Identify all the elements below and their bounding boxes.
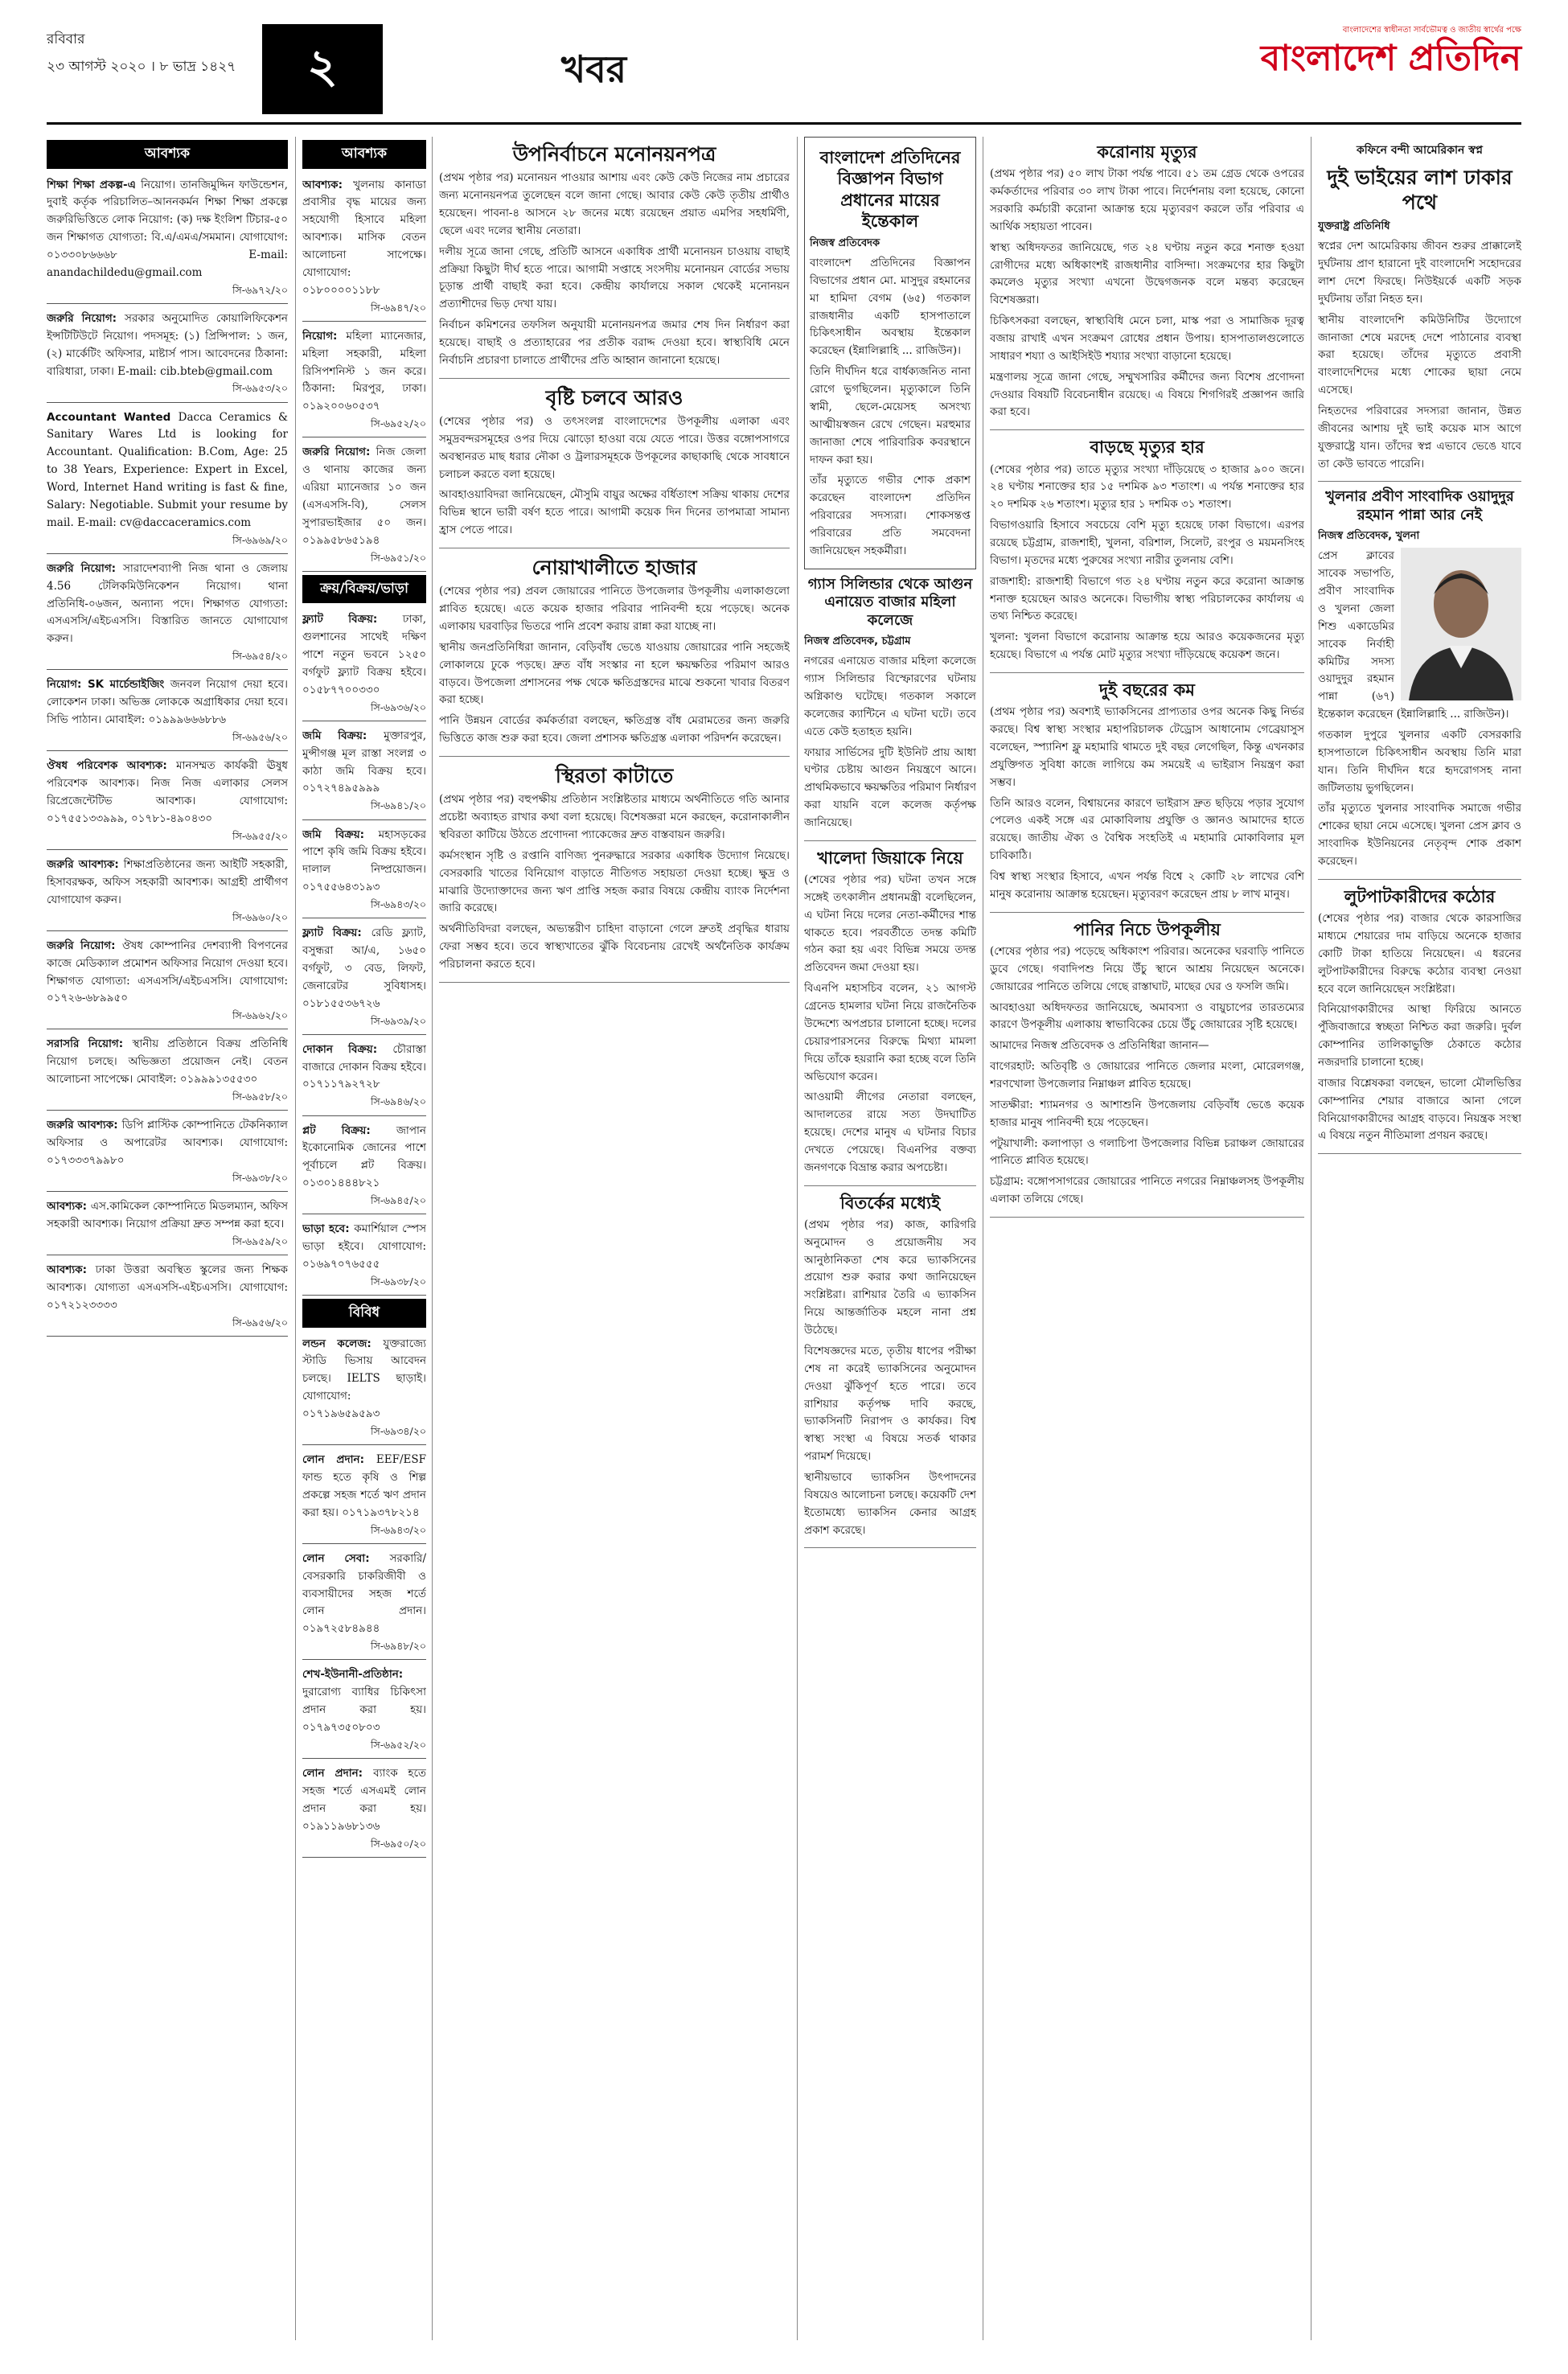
classified-ad — [302, 1119, 426, 1215]
story-paragraph: মন্ত্রণালয় সূত্রে জানা গেছে, সম্মুখসারির কর্মীদের জন্য বিশেষ প্রণোদনা দেওয়ার বিষয়টি বিবেচনাধীন রয়েছে। এ বিষয়ে শিগগিরই প্রজ্ঞাপন জারি করা হবে। — [990, 370, 1304, 419]
story-debate — [804, 1193, 976, 1549]
section-title: খবর — [561, 47, 627, 91]
story-two-years — [990, 680, 1304, 913]
story-body — [990, 704, 1304, 903]
story-khaleda — [804, 848, 976, 1186]
story-paragraph: (প্রথম পৃষ্ঠার পর) ৫০ লাখ টাকা পর্যন্ত পাবে। ৫১ তম গ্রেড থেকে ওপরের কর্মকর্তাদের পরিবার ৩০ লাখ টাকা পাবে। নির্দেশনায় বলা হয়েছে, কোনো সরকারি কর্মচারী করোনা আক্রান্ত হয়ে মৃত্যুবরণ করলে তাঁর পরিবার এ আর্থিক সহায়তা পাবেন। — [990, 167, 1304, 233]
ad-title: জরুরি আবশ্যক: — [47, 857, 124, 871]
story-paragraph: বিশ্ব স্বাস্থ্য সংস্থার হিসাবে, এখন পর্যন্ত বিশ্বে ২ কোটি ২৮ লাখের বেশি মানুষ করোনায় আক্রান্ত হয়েছেন। মৃত্যুবরণ করেছেন প্রায় ৮ লাখ মানুষ। — [990, 869, 1304, 901]
story-body — [804, 872, 976, 1177]
story-paragraph: সাতক্ষীরা: শ্যামনগর ও আশাশুনি উপজেলায় বেড়িবাঁধ ভেঙে কয়েক হাজার মানুষ পানিবন্দী হয়ে পড়েছেন। — [990, 1098, 1304, 1129]
story-paragraph: আওয়ামী লীগের নেতারা বলছেন, আদালতের রায়ে সত্য উদঘাটিত হয়েছে। দেশের মানুষ এ ঘটনার বিচার দেখতে পেয়েছে। বিএনপির বক্তব্য জনগণকে বিভ্রান্ত করার অপচেষ্টা। — [804, 1090, 976, 1174]
classified-ad — [302, 174, 426, 322]
ad-text: নিয়োগ। তানজিমুদ্দিন ফাউন্ডেশন, দুবাই কর্তৃক পরিচালিত–আননকর্মন শিক্ষা শিক্ষা প্রকল্পে জরুরিভিত্তিতে লোক নিয়োগ: (ক) দক্ষ ইংলিশ টিচার-৫০ জন শিক্ষাগত যোগ্যতা: বি.এ/এমএ/সমমান। যোগাযোগ: ০১৩৩০৮৬৬৬৮ E-mail: anandachildedu@gmail.com — [47, 178, 288, 279]
classified-ad — [302, 1038, 426, 1116]
story-body — [439, 170, 790, 369]
ad-title: আবশ্যক: — [47, 1200, 91, 1214]
classified-heading: আবশ্যক — [302, 140, 426, 169]
story-body — [990, 943, 1304, 1209]
classified-ad — [47, 934, 288, 1030]
headline: দুই বছরের কম — [1099, 680, 1195, 700]
ad-code: সি-৬৯৭২/২০ — [232, 283, 288, 296]
ad-title: প্লট বিক্রয়: — [302, 1123, 396, 1137]
story-paragraph: কর্মসংস্থান সৃষ্টি ও রপ্তানি বাণিজ্য পুনরুদ্ধারে সরকার একাধিক উদ্যোগ নিয়েছে। বেসরকারি খাতের বিনিয়োগ বাড়াতে নীতিগত সহায়তা দেওয়া হচ্ছে। ক্ষুদ্র ও মাঝারি উদ্যোক্তাদের জন্য ঋণ প্রাপ্তি সহজ করার বিষয়ে কেন্দ্রীয় ব্যাংক নির্দেশনা জারি করেছে। — [439, 848, 790, 915]
story-gas-fire — [804, 576, 976, 841]
story-body — [1318, 238, 1521, 473]
story-paragraph: পটুয়াখালী: কলাপাড়া ও গলাচিপা উপজেলার বিভিন্ন চরাঞ্চল জোয়ারের পানিতে প্লাবিত হয়েছে। — [990, 1136, 1304, 1168]
ad-title: ভাড়া হবে: — [302, 1222, 355, 1236]
ad-text: সারাদেশব্যাপী নিজ থানা ও জেলায় 4.56 টেলিকমিউনিকেশন নিয়োগ। থানা প্রতিনিধি-০৬জন, অন্যান্য পদে। শিক্ষাগত যোগ্যতা: এসএসসি/এইচএসসি। বিস্তারিত জানতে যোগাযোগ করুন। — [47, 561, 288, 646]
classified-ad — [302, 608, 426, 721]
classified-ad — [302, 325, 426, 438]
ad-title: লন্ডন কলেজ: — [302, 1337, 384, 1350]
ad-code: সি-৬৯৫৪/২০ — [232, 650, 288, 663]
story-rain — [439, 385, 790, 548]
headline: স্থিরতা কাটাতে — [555, 763, 674, 787]
ad-title: আবশ্যক: — [302, 178, 354, 191]
story-paragraph: (শেষের পৃষ্ঠার পর) পড়েছে অধিকাংশ পরিবার। অনেকের ঘরবাড়ি পানিতে ডুবে গেছে। গবাদিপশু নিয়ে উঁচু স্থানে আশ্রয় নিয়েছেন অনেকে। জোয়ারের পানিতে তলিয়ে গেছে রাস্তাঘাট, মাছের ঘের ও ফসলি জমি। — [990, 944, 1304, 993]
classified-ad — [47, 1114, 288, 1192]
classified-ad — [47, 754, 288, 850]
story-paragraph: আমাদের নিজস্ব প্রতিবেদক ও প্রতিনিধিরা জানান— — [990, 1039, 1209, 1053]
ad-code: সি-৬৯৬৯/২০ — [232, 533, 288, 546]
ad-title: জরুরি আবশ্যক: — [47, 1119, 122, 1132]
classified-ad — [47, 1195, 288, 1255]
classified-heading: আবশ্যক — [47, 140, 288, 169]
story-paragraph: বাজার বিশ্লেষকরা বলছেন, ভালো মৌলভিত্তির কোম্পানির শেয়ার বাজারে আনা গেলে বিনিয়োগকারীদের আগ্রহ বাড়বে। নিয়ন্ত্রক সংস্থা এ বিষয়ে নতুন নীতিমালা প্রণয়ন করছে। — [1318, 1076, 1521, 1143]
classified-list — [47, 174, 288, 1337]
classified-ad — [47, 673, 288, 751]
ad-text: ঢাকা উত্তরা অবস্থিত স্কুলের জন্য শিক্ষক আবশ্যক। যোগ্যতা এসএসসি-এইচএসসি। যোগাযোগ: ০১৭২১২৩৩৩৩ — [47, 1263, 288, 1312]
ad-text: জনবল নিয়োগ দেয়া হবে। লোকেশন ঢাকা। অভিজ্ঞ লোককে অগ্রাধিকার দেয়া হবে। সিভি পাঠান। মোবাইল: ০১৯৯৯৬৬৬৮৮৬ — [47, 678, 288, 727]
brand-tagline: বাংলাদেশের স্বাধীনতা সার্বভৌমত্ব ও জাতীয় স্বার্থের পক্ষে — [1342, 26, 1521, 35]
story-paragraph: (শেষের পৃষ্ঠার পর) বাজার থেকে কারসাজির মাধ্যমে শেয়ারের দাম বাড়িয়ে অনেকে হাজার কোটি টাকা হাতিয়ে নিয়েছেন। এ ধরনের লুটপাটকারীদের বিরুদ্ধে কঠোর ব্যবস্থা নেওয়া হবে বলে জানিয়েছেন সংশ্লিষ্টরা। — [1318, 912, 1521, 996]
story-paragraph: নির্বাচন কমিশনের তফসিল অনুযায়ী মনোনয়নপত্র জমার শেষ দিন নির্ধারণ করা হয়েছে। বাছাই ও প্রত্যাহারের পর প্রতীক বরাদ্দ দেওয়া হবে। স্বাস্থ্যবিধি মেনে নির্বাচনি প্রচারণা চালাতে প্রার্থীদের প্রতি আহ্বান জানানো হয়েছে। — [439, 318, 790, 367]
story-paragraph: (প্রথম পৃষ্ঠার পর) অবশ্যই ভ্যাকসিনের প্রাপ্যতার ওপর অনেক কিছু নির্ভর করছে। বিশ্ব স্বাস্থ্য সংস্থার মহাপরিচালক টেড্রোস আধানোম গেব্রেয়াসুস বলেছেন, স্প্যানিশ ফ্লু মহামারি থামতে দুই বছর লেগেছিল, কিন্তু এখনকার প্রযুক্তিগত সুবিধা কাজে লাগিয়ে কম সময়েই এ ভাইরাস নিয়ন্ত্রণ করা সম্ভব। — [990, 705, 1304, 789]
ad-title: জরুরি নিয়োগ: — [47, 939, 122, 952]
classified-list — [302, 1333, 426, 1858]
ad-code: সি-৬৯৫২/২০ — [370, 417, 426, 430]
classified-ad — [47, 1033, 288, 1111]
story-paragraph: পানি উন্নয়ন বোর্ডের কর্মকর্তারা বলছেন, ক্ষতিগ্রস্ত বাঁধ মেরামতের জন্য জরুরি ভিত্তিতে কাজ শুরু করা হবে। জেলা প্রশাসক ক্ষতিগ্রস্ত এলাকা পরিদর্শন করেছেন। — [439, 714, 790, 745]
story-paragraph: খুলনা: খুলনা বিভাগে করোনায় আক্রান্ত হয়ে আরও কয়েকজনের মৃত্যু হয়েছে। বিভাগে এ পর্যন্ত মোট মৃত্যুর সংখ্যা দাঁড়িয়েছে কয়েকশ জনে। — [990, 630, 1304, 662]
ad-text: মহাসড়কের পাশে কৃষি জমি বিক্রয় হইবে। দালাল নিষ্প্রয়োজন। ০১৭৫৫৬৪৩১৯৩ — [302, 828, 426, 894]
story-paragraph: বাংলাদেশ প্রতিদিনের বিজ্ঞাপন বিভাগের প্রধান মো. মাসুদুর রহমানের মা হামিদা বেগম (৬৫) গতকাল রাজধানীর একটি হাসপাতালে চিকিৎসাধীন অবস্থায় ইন্তেকাল করেছেন (ইন্নালিল্লাহি ... রাজিউন)। — [810, 257, 971, 358]
story-paragraph: (প্রথম পৃষ্ঠার পর) বহুপক্ষীয় প্রতিষ্ঠান সংশ্লিষ্টতার মাধ্যমে অর্থনীতিতে গতি আনার প্রচেষ্টা অব্যাহত রাখার কথা বলা হয়েছে। বিশেষজ্ঞরা মনে করছেন, করোনাকালীন স্থবিরতা কাটিয়ে উঠতে প্রণোদনা প্যাকেজের দ্রুত বাস্তবায়ন জরুরি। — [439, 793, 790, 841]
story-corona-death — [990, 142, 1304, 430]
news-column-c — [990, 137, 1304, 2340]
ad-code: সি-৬৯৫৯/২০ — [232, 1234, 288, 1247]
ad-code: সি-৬৯৪৩/২০ — [370, 1523, 426, 1536]
news-column-d — [1318, 137, 1521, 2340]
story-death-rate — [990, 437, 1304, 673]
news-column-a — [439, 137, 790, 2340]
masthead — [47, 24, 1521, 117]
classifieds-column-1 — [47, 137, 288, 2340]
ad-code: সি-৬৯৫৮/২০ — [232, 1090, 288, 1103]
story-paragraph: তাঁর মৃত্যুতে গভীর শোক প্রকাশ করেছেন বাংলাদেশ প্রতিদিন পরিবারের সদস্যরা। শোকসন্তপ্ত পরিবারের প্রতি সমবেদনা জানিয়েছেন সহকর্মীরা। — [810, 474, 971, 557]
story-paragraph: (প্রথম পৃষ্ঠার পর) মনোনয়ন পাওয়ার আশায় এবং কেউ কেউ নিজের নাম প্রচারের জন্য মনোনয়নপত্র তুলেছেন বলে জানা গেছে। আবার কেউ কেউ তৃতীয় প্রার্থীও হয়েছেন। পাবনা-৪ আসনে ২৮ জনের মধ্যে রয়েছেন প্রয়াত এমপির সহধর্মিণী, ছেলে এবং দলের স্থানীয় নেতারা। — [439, 171, 790, 237]
ad-code: সি-৬৯৩৮/২০ — [232, 1171, 288, 1184]
ad-code: সি-৬৯৬২/২০ — [232, 1009, 288, 1022]
ad-code: সি-৬৯৪৭/২০ — [370, 301, 426, 314]
classified-ad — [302, 922, 426, 1035]
ad-code: সি-৬৯৪৫/২০ — [371, 1194, 426, 1207]
story-body — [439, 413, 790, 540]
classified-ad — [302, 1547, 426, 1661]
story-paragraph: স্থানীয় জনপ্রতিনিধিরা জানান, বেড়িবাঁধ ভেঙে যাওয়ায় জোয়ারের পানি সহজেই লোকালয়ে ঢুকে পড়ছে। দ্রুত বাঁধ সংস্কার না হলে ক্ষয়ক্ষতির পরিমাণ আরও বাড়বে। উপজেলা প্রশাসনের পক্ষ থেকে ক্ষতিগ্রস্তদের মাঝে শুকনো খাবার বিতরণ করা হচ্ছে। — [439, 640, 790, 707]
classified-heading: বিবিধ — [302, 1299, 426, 1328]
ad-text: সরকারি/বেসরকারি চাকরিজীবী ও ব্যবসায়ীদের সহজ শর্তে লোন প্রদান। ০১৯৭২৫৮৪৯৪৪ — [302, 1551, 426, 1636]
classified-ad — [302, 1333, 426, 1446]
story-paragraph: বিনিয়োগকারীদের আস্থা ফিরিয়ে আনতে পুঁজিবাজারে স্বচ্ছতা নিশ্চিত করা জরুরি। দুর্বল কোম্পানির তালিকাভুক্তি ঠেকাতে কঠোর নজরদারি চালানো হচ্ছে। — [1318, 1003, 1521, 1070]
story-paragraph: ফায়ার সার্ভিসের দুটি ইউনিট প্রায় আধা ঘণ্টার চেষ্টায় আগুন নিয়ন্ত্রণে আনে। প্রাথমিকভাবে ক্ষয়ক্ষতির পরিমাণ নির্ধারণ করা যায়নি বলে কলেজ কর্তৃপক্ষ জানিয়েছে। — [804, 745, 976, 829]
issue-date: ২৩ আগস্ট ২০২০ । ৮ ভাদ্র ১৪২৭ — [47, 59, 236, 75]
story-paragraph: (প্রথম পৃষ্ঠার পর) কাজ, কারিগরি অনুমোদন ও প্রয়োজনীয় সব আনুষ্ঠানিকতা শেষ করে ভ্যাকসিনের প্রয়োগ শুরু করার কথা জানিয়েছেন সংশ্লিষ্টরা। রাশিয়ার তৈরি এ ভ্যাকসিন নিয়ে আন্তর্জাতিক মহলে নানা প্রশ্ন উঠেছে। — [804, 1218, 976, 1337]
ad-title: জরুরি নিয়োগ: — [47, 561, 123, 575]
story-paragraph: (শেষের পৃষ্ঠার পর) ও তৎসংলগ্ন বাংলাদেশের উপকূলীয় এলাকা এবং সমুদ্রবন্দরসমূহের ওপর দিয়ে ঝোড়ো হাওয়া বয়ে যেতে পারে। উত্তর বঙ্গোপসাগরে অবস্থানরত মাছ ধরার নৌকা ও ট্রলারসমূহকে উপকূলের কাছাকাছি থেকে সাবধানে চলাচল করতে বলা হয়েছে। — [439, 414, 790, 481]
ad-title: জরুরি নিয়োগ: — [47, 311, 125, 325]
ad-text: EEF/ESF ফান্ড হতে কৃষি ও শিল্প প্রকল্পে সহজ শর্তে ঋণ প্রদান করা হয়। ০১৭১৯৩৭৮২১৪ — [302, 1453, 426, 1519]
story-paragraph: বিশেষজ্ঞদের মতে, তৃতীয় ধাপের পরীক্ষা শেষ না করেই ভ্যাকসিনের অনুমোদন দেওয়া ঝুঁকিপূর্ণ হতে পারে। তবে রাশিয়ার কর্তৃপক্ষ দাবি করছে, ভ্যাকসিনটি নিরাপদ ও কার্যকর। বিশ্ব স্বাস্থ্য সংস্থা এ বিষয়ে সতর্ক থাকার পরামর্শ দিয়েছে। — [804, 1344, 976, 1464]
ad-title: নিয়োগ: — [302, 329, 347, 343]
ad-text: খুলনায় কানাডা প্রবাসীর বৃদ্ধ মায়ের জন্য সহযোগী হিসাবে মহিলা আবশ্যক। মাসিক বেতন আলোচনা সাপেক্ষে। যোগাযোগ: ০১৮০০০০১১৮৮ — [302, 178, 426, 297]
headline: গ্যাস সিলিন্ডার থেকে আগুন এনায়েত বাজার মহিলা কলেজে — [807, 575, 973, 629]
headline: করোনায় মৃত্যুর — [1097, 142, 1197, 162]
story-body — [810, 255, 971, 561]
ad-text: এস.কামিকেল কোম্পানিতে মিডলম্যান, অফিস সহকারী আবশ্যক। নিয়োগ প্রক্রিয়া দ্রুত সম্পন্ন করা হবে। — [47, 1200, 288, 1230]
story-paragraph: দলীয় সূত্রে জানা গেছে, প্রতিটি আসনে একাধিক প্রার্থী মনোনয়ন চাওয়ায় বাছাই প্রক্রিয়া কিছুটা দীর্ঘ হতে পারে। আগামী সপ্তাহে সংসদীয় মনোনয়ন বোর্ডের সভায় চূড়ান্ত প্রার্থী বাছাই করা হবে। কেন্দ্রীয় কার্যালয়ে সকাল থেকেই মনোনয়ন প্রত্যাশীদের ভিড় দেখা যায়। — [439, 244, 790, 311]
story-paragraph: প্রেস ক্লাবের সাবেক সভাপতি, প্রবীণ সাংবাদিক ও খুলনা জেলা শিশু একাডেমির সাবেক নির্বাহী কমিটির সদস্য ওয়াদুদুর রহমান পান্না (৬৭) ইন্তেকাল করেছেন (ইন্নালিল্লাহি ... রাজিউন)। — [1318, 549, 1509, 721]
ad-text: নিজ জেলা ও থানায় কাজের জন্য এরিয়া ম্যানেজার ১০ জন (এসএসসি-বি), সেলস সুপারভাইজার ৫০ জন। ০১৯৯৫৮৬৫১৯৪ — [302, 446, 426, 547]
story-paragraph: তিনি দীর্ঘদিন ধরে বার্ধক্যজনিত নানা রোগে ভুগছিলেন। মৃত্যুকালে তিনি স্বামী, ছেলে-মেয়েসহ অসংখ্য আত্মীয়স্বজন রেখে গেছেন। মরহুমার জানাজা শেষে পারিবারিক কবরস্থানে দাফন করা হয়। — [810, 365, 971, 466]
ad-title: নিয়োগ: SK মার্চেন্ডাইজিং — [47, 678, 170, 692]
byline: নিজস্ব প্রতিবেদক — [810, 237, 880, 249]
classified-ad — [302, 441, 426, 571]
ad-code: সি-৬৯৪৬/২০ — [370, 1095, 426, 1108]
classified-ad — [47, 1259, 288, 1337]
ad-code: সি-৬৯৩৮/২০ — [370, 1275, 426, 1288]
headline: বৃষ্টি চলবে আরও — [545, 385, 683, 409]
story-stability — [439, 763, 790, 983]
ad-text: চৌরাস্তা বাজারে দোকান বিক্রয় হইবে। ০১৭১১৭৯২৭২৮ — [302, 1042, 426, 1091]
story-american — [1318, 142, 1521, 482]
story-paragraph: বাগেরহাট: অতিবৃষ্টি ও জোয়ারের পানিতে জেলার মংলা, মোরেলগঞ্জ, শরণখোলা উপজেলার নিম্নাঞ্চল প্লাবিত হয়েছে। — [990, 1060, 1304, 1090]
ad-code: সি-৬৯৪১/২০ — [371, 799, 426, 812]
story-journalist — [1318, 488, 1521, 880]
ad-text: ডিপি প্লাস্টিক কোম্পানিতে টেকনিক্যাল অফিসার ও অপারেটর আবশ্যক। যোগাযোগ: ০১৭৩৩৩৭৯৯৮০ — [47, 1119, 288, 1168]
page-number: ২ — [262, 24, 383, 114]
story-paragraph: গতকাল দুপুরে খুলনার একটি বেসরকারি হাসপাতালে চিকিৎসাধীন অবস্থায় তিনি মারা যান। তিনি দীর্ঘদিন ধরে হৃদরোগসহ নানা জটিলতায় ভুগছিলেন। — [1318, 729, 1521, 795]
headline: বিতর্কের মধ্যেই — [839, 1193, 941, 1213]
story-body — [1318, 910, 1521, 1145]
classified-ad — [302, 1218, 426, 1296]
headline: নোয়াখালীতে হাজার — [532, 555, 697, 579]
story-paragraph: আবহাওয়াবিদরা জানিয়েছেন, মৌসুমি বায়ুর অক্ষের বর্ধিতাংশ সক্রিয় থাকায় দেশের বিভিন্ন স্থানে ভারী বর্ষণ হতে পারে। আগামী কয়েক দিন দিনের তাপমাত্রা সামান্য হ্রাস পেতে পারে। — [439, 488, 790, 537]
ad-title: লোন প্রদান: — [302, 1453, 376, 1467]
ad-title: লোন প্রদান: — [302, 1767, 374, 1780]
story-paragraph: রাজশাহী: রাজশাহী বিভাগে গত ২৪ ঘণ্টায় নতুন করে করোনা আক্রান্ত শনাক্ত হয়েছেন আরও অনেকে। বিভাগীয় স্বাস্থ্য পরিচালকের কার্যালয় এ তথ্য নিশ্চিত করেছে। — [990, 574, 1304, 623]
column-divider — [295, 137, 296, 2340]
headline: বাড়ছে মৃত্যুর হার — [1090, 437, 1205, 458]
column-divider — [797, 137, 798, 2340]
ad-code: সি-৬৯৫৬/২০ — [232, 1316, 288, 1329]
story-body — [990, 166, 1304, 421]
ad-code: সি-৬৯৪৮/২০ — [371, 1640, 426, 1653]
classified-ad — [302, 725, 426, 820]
classified-ad — [47, 557, 288, 671]
ad-text: যুক্তরাজ্যে স্টাডি ভিসায় আবেদন চলছে। IELTS ছাড়াই। যোগাযোগ: ০১৭১৯৬৫৯৫৯৩ — [302, 1337, 426, 1421]
ad-text: স্থানীয় প্রতিষ্ঠানে বিক্রয় প্রতিনিধি নিয়োগ চলছে। অভিজ্ঞতা প্রয়োজন নেই। বেতন আলোচনা সাপেক্ষে। মোবাইল: ০১৯৯৯১৩৫৫৩০ — [47, 1037, 288, 1086]
classified-ad — [47, 853, 288, 931]
ad-text: শিক্ষাপ্রতিষ্ঠানের জন্য আইটি সহকারী, হিসাবরক্ষক, অফিস সহকারী আবশ্যক। আগ্রহী প্রার্থীগণ যোগাযোগ করুন। — [47, 857, 288, 906]
kicker: কফিনে বন্দী আমেরিকান স্বপ্ন — [1356, 144, 1484, 157]
classified-heading: ক্রয়/বিক্রয়/ভাড়া — [302, 575, 426, 604]
story-body — [804, 653, 976, 832]
ad-code: সি-৬৯৩৪/২০ — [370, 1424, 426, 1437]
ad-text: কমার্শিয়াল স্পেস ভাড়া হইবে। যোগাযোগ: ০১৬৯৭০৭৬৫৫৫ — [302, 1222, 426, 1271]
ad-title: সরাসরি নিয়োগ: — [47, 1037, 133, 1051]
ad-text: সরকার অনুমোদিত কোয়ালিফিকেশন ইন্সটিটিউটে নিয়োগ। পদসমূহ: (১) প্রিন্সিপাল: ১ জন, (২) মার্কেটিং অফিসার, মাষ্টার্স পাস। আবেদনের ঠিকানা: বারিধারা, ঢাকা। E-mail: cib.bteb@gmail.com — [47, 311, 288, 378]
brand — [1256, 24, 1521, 80]
story-paragraph: তিনি আরও বলেন, বিশ্বায়নের কারণে ভাইরাস দ্রুত ছড়িয়ে পড়ার সুযোগ পেলেও একই সঙ্গে এর মোকাবিলায় প্রযুক্তি ও জ্ঞানও আমাদের হাতে রয়েছে। জাতীয় ঐক্য ও বৈশ্বিক সংহতিই এ মহামারি মোকাবিলার মূল চাবিকাঠি। — [990, 796, 1304, 863]
ad-title: দোকান বিক্রয়: — [302, 1042, 393, 1056]
story-ad-chief — [804, 137, 976, 569]
ad-title: Accountant Wanted — [47, 410, 179, 424]
ad-title: জমি বিক্রয়: — [302, 828, 379, 841]
portrait-image — [1401, 548, 1521, 700]
story-paragraph: বিএনপি মহাসচিব বলেন, ২১ আগস্ট গ্রেনেড হামলার ঘটনা নিয়ে রাজনৈতিক উদ্দেশ্যে অপপ্রচার চালানো হচ্ছে। দলের চেয়ারপারসনের বিরুদ্ধে মিথ্যা মামলা দিয়ে তাঁকে হয়রানি করা হচ্ছে বলে তিনি অভিযোগ করেন। — [804, 982, 976, 1083]
ad-text: মহিলা ম্যানেজার, মহিলা সহকারী, মহিলা রিসিপশনিস্ট ১ জন করে। ঠিকানা: মিরপুর, ঢাকা। ০১৯২০০৬০৫৩৭ — [302, 329, 426, 413]
weekday: রবিবার — [47, 31, 85, 47]
ad-text: ঢাকা, গুলশানের সাথেই দক্ষিণ পাশে নতুন ভবনে ১২৫০ বর্গফুট ফ্ল্যাট বিক্রয় হইবে। ০১৫৮৭৭০০৩৩০ — [302, 613, 426, 696]
ad-code: সি-৬৯৫৬/২০ — [232, 731, 288, 744]
classified-ad — [302, 1762, 426, 1858]
ad-title: ফ্ল্যাট বিক্রয়: — [302, 613, 403, 626]
story-coastal — [990, 919, 1304, 1218]
ad-text: দুরারোগ্য ব্যাধির চিকিৎসা প্রদান করা হয়। ০১৭৯৭৩৫০৮০৩ — [302, 1686, 426, 1734]
portrait-photo — [1401, 548, 1521, 700]
story-paragraph: চিকিৎসকরা বলছেন, স্বাস্থ্যবিধি মেনে চলা, মাস্ক পরা ও সামাজিক দূরত্ব বজায় রাখাই এখন সংক্রমণ রোধের প্রধান উপায়। হাসপাতালগুলোতে সাধারণ শয্যা ও আইসিইউ শয্যার সংখ্যা বাড়ানো হয়েছে। — [990, 314, 1304, 363]
news-column-b — [804, 137, 976, 2340]
masthead-rule — [47, 122, 1521, 125]
ad-code: সি-৬৯৪৩/২০ — [370, 897, 426, 910]
headline: পানির নিচে উপকূলীয় — [1073, 919, 1221, 939]
ad-title: লোন সেবা: — [302, 1551, 390, 1565]
classifieds-column-2 — [302, 137, 426, 2340]
story-paragraph: স্বপ্নের দেশ আমেরিকায় জীবন শুরুর প্রাক্কালেই দুর্ঘটনায় প্রাণ হারানো দুই বাংলাদেশি সহোদরের লাশ দেশে ফিরছে। নিউইয়র্কে একটি সড়ক দুর্ঘটনায় তাঁরা নিহত হন। — [1318, 240, 1521, 306]
ad-code: সি-৬৯৬০/২০ — [232, 910, 288, 923]
ad-title: আবশ্যক: — [47, 1263, 96, 1277]
ad-text: ঔষধ কোম্পানির দেশব্যাপী বিপণনের কাজে মেডিক্যাল প্রমোশন অফিসার নিয়োগ দেওয়া হবে। শিক্ষাগত যোগ্যতা: এসএসসি/এইচএসসি। যোগাযোগ: ০১৭২৬-৬৮৯৯৫০ — [47, 939, 288, 1005]
story-paragraph: (শেষের পৃষ্ঠার পর) তাতে মৃত্যুর সংখ্যা দাঁড়িয়েছে ৩ হাজার ৯০০ জনে। ২৪ ঘণ্টায় শনাক্তের হার ১৫ দশমিক ৯৩ শতাংশ। এ পর্যন্ত শনাক্তের হার ২০ দশমিক ২৬ শতাংশ। মৃত্যুর হার ১ দশমিক ৩১ শতাংশ। — [990, 462, 1304, 511]
classified-ad — [302, 824, 426, 919]
ad-title: জমি বিক্রয়: — [302, 729, 384, 742]
classified-ad — [47, 406, 288, 554]
story-paragraph: চট্টগ্রাম: বঙ্গোপসাগরের জোয়ারের পানিতে নগরের নিম্নাঞ্চলসহ উপকূলীয় এলাকা তলিয়ে গেছে। — [990, 1175, 1304, 1206]
column-divider — [432, 137, 433, 2340]
headline: খালেদা জিয়াকে নিয়ে — [817, 848, 963, 868]
story-noakhali — [439, 555, 790, 757]
ad-title: শেখ-ইউনানী-প্রতিষ্ঠান: — [302, 1668, 404, 1682]
date-block — [47, 29, 248, 79]
byline: নিজস্ব প্রতিবেদক, খুলনা — [1318, 530, 1420, 543]
story-body — [439, 583, 790, 748]
story-paragraph: অর্থনীতিবিদরা বলছেন, অভ্যন্তরীণ চাহিদা বাড়ানো গেলে দ্রুতই প্রবৃদ্ধির ধারায় ফেরা সম্ভব হবে। তবে স্বাস্থ্যখাতের ঝুঁকি বিবেচনায় রেখেই অর্থনৈতিক কার্যক্রম পরিচালনা করতে হবে। — [439, 922, 790, 971]
ad-text: রেডি ফ্ল্যাট, বসুন্ধরা আ/এ, ১৬৫০ বর্গফুট, ৩ বেড, লিফট, জেনারেটর সুবিধাসহ। ০১৮১৫৫৩৬৭২৬ — [302, 926, 426, 1010]
ad-code: সি-৬৯৫০/২০ — [370, 1837, 426, 1850]
headline: বাংলাদেশ প্রতিদিনের বিজ্ঞাপন বিভাগ প্রধানের মায়ের ইন্তেকাল — [819, 148, 961, 231]
classified-ad — [47, 174, 288, 304]
story-paragraph: স্থানীয়ভাবে ভ্যাকসিন উৎপাদনের বিষয়েও আলোচনা চলছে। কয়েকটি দেশ ইতোমধ্যে ভ্যাকসিন কেনার আগ্রহ প্রকাশ করেছে। — [804, 1470, 976, 1537]
ad-code: সি-৬৯৫৫/২০ — [232, 829, 288, 842]
ad-code: সি-৬৯৫২/২০ — [370, 1738, 426, 1751]
headline: লুটপাটকারীদের কঠোর — [1344, 886, 1496, 906]
classified-ad — [302, 1448, 426, 1544]
classified-list — [302, 174, 426, 572]
story-paragraph: (শেষের পৃষ্ঠার পর) প্রবল জোয়ারের পানিতে উপজেলার উপকূলীয় এলাকাগুলো প্লাবিত হয়েছে। এতে কয়েক হাজার পরিবার পানিবন্দী হয়ে পড়েছে। অনেক এলাকায় ঘরবাড়ির ভিতরে পানি প্রবেশ করায় রান্না করা যাচ্ছে না। — [439, 585, 790, 633]
story-paragraph: নিহতদের পরিবারের সদস্যরা জানান, উন্নত জীবনের আশায় দুই ভাই কয়েক মাস আগে যুক্তরাষ্ট্রে যান। তাঁদের স্বপ্ন এভাবে ভেঙে যাবে তা কেউ ভাবতে পারেনি। — [1318, 404, 1521, 470]
classified-ad — [302, 1663, 426, 1759]
story-paragraph: তাঁর মৃত্যুতে খুলনার সাংবাদিক সমাজে গভীর শোকের ছায়া নেমে এসেছে। খুলনা প্রেস ক্লাব ও সাংবাদিক ইউনিয়নের নেতৃবৃন্দ শোক প্রকাশ করেছেন। — [1318, 802, 1521, 869]
story-paragraph: স্থানীয় বাংলাদেশি কমিউনিটির উদ্যোগে জানাজা শেষে মরদেহ দেশে পাঠানোর ব্যবস্থা করা হয়েছে। তাঁদের মৃত্যুতে প্রবাসী বাংলাদেশিদের মধ্যে শোকের ছায়া নেমে এসেছে। — [1318, 313, 1521, 397]
story-nomination — [439, 142, 790, 379]
classified-ad — [47, 307, 288, 403]
ad-text: জাপান ইকোনোমিক জোনের পাশে পূর্বাচলে প্লট বিক্রয়। ০১৩০১৪৪৪৮২১ — [302, 1123, 426, 1190]
story-looting — [1318, 886, 1521, 1154]
story-paragraph: নগরের এনায়েত বাজার মহিলা কলেজে গ্যাস সিলিন্ডার বিস্ফোরণের ঘটনায় অগ্নিকাণ্ড ঘটেছে। গতকাল সকালে কলেজের ক্যান্টিনে এ ঘটনা ঘটে। তবে এতে কেউ হতাহত হয়নি। — [804, 655, 976, 738]
story-paragraph: (শেষের পৃষ্ঠার পর) ঘটনা তখন সঙ্গে সঙ্গেই তৎকালীন প্রধানমন্ত্রী বলেছিলেন, এ ঘটনা নিয়ে দলের নেতা-কর্মীদের শান্ত থাকতে হবে। পরবর্তীতে তদন্ত কমিটি গঠন করা হয় এবং বিভিন্ন সময়ে তদন্ত প্রতিবেদন জমা দেওয়া হয়। — [804, 873, 976, 975]
ad-text: মুক্তারপুর, মুন্সীগঞ্জ মূল রাস্তা সংলগ্ন ৩ কাঠা জমি বিক্রয় হবে। ০১৭২৭৪৯৫৯৯৯ — [302, 729, 426, 795]
story-paragraph: আবহাওয়া অধিদফতর জানিয়েছে, অমাবস্যা ও বায়ুচাপের তারতম্যের কারণে উপকূলীয় এলাকায় স্বাভাবিকের চেয়ে উঁচু জোয়ারের সৃষ্টি হয়েছে। — [990, 1000, 1304, 1032]
story-body — [990, 462, 1304, 664]
ad-title: ঔষধ পরিবেশক আবশ্যক: — [47, 759, 177, 773]
ad-text: ব্যাংক হতে সহজ শর্তে এসএমই লোন প্রদান করা হয়। ০১৯১১৯৬৮১৩৬ — [302, 1767, 426, 1833]
ad-code: সি-৬৯৩৯/২০ — [370, 1014, 426, 1027]
ad-code: সি-৬৯৫৩/২০ — [232, 382, 288, 395]
newspaper-logo: বাংলাদেশ প্রতিদিন — [1260, 38, 1521, 79]
byline: যুক্তরাষ্ট্র প্রতিনিধি — [1318, 220, 1390, 233]
ad-code: সি-৬৯৩৬/২০ — [370, 700, 426, 713]
classified-list — [302, 608, 426, 1296]
ad-code: সি-৬৯৫১/২০ — [371, 551, 426, 564]
ad-text: মানসম্মত কার্যকরী ঊষুধ পরিবেশক আবশ্যক। নিজ নিজ এলাকার সেলস রিপ্রেজেন্টেটিভ আবশ্যক। যোগাযোগ: ০১৭৫৫১৩৩৯৯৯, ০১৭৮১-৪৯০৪৩০ — [47, 759, 288, 825]
byline: নিজস্ব প্রতিবেদক, চট্টগ্রাম — [804, 635, 911, 648]
story-body — [439, 791, 790, 974]
headline: উপনির্বাচনে মনোনয়নপত্র — [512, 142, 716, 166]
story-paragraph: বিভাগওয়ারি হিসাবে সবচেয়ে বেশি মৃত্যু হয়েছে ঢাকা বিভাগে। এরপর রয়েছে চট্টগ্রাম, রাজশাহী, খুলনা, বরিশাল, সিলেট, রংপুর ও ময়মনসিংহ বিভাগ। মৃতদের মধ্যে পুরুষের সংখ্যা নারীর তুলনায় বেশি। — [990, 519, 1304, 567]
headline: খুলনার প্রবীণ সাংবাদিক ওয়াদুদুর রহমান পান্না আর নেই — [1325, 488, 1514, 524]
ad-text: Dacca Ceramics & Sanitary Wares Ltd is looking for Accountant. Qualification: B.Com, Age: 25 to 38 Years, Experience: Expert in Excel, Word, Internet Hand writing is fast & fine, Salary: Negotiable. Submit your resume by mail. E-mail: cv@daccaceramics.com — [47, 410, 288, 529]
ad-title: ফ্ল্যাট বিক্রয়: — [302, 926, 371, 940]
story-body — [804, 1217, 976, 1539]
headline: দুই ভাইয়ের লাশ ঢাকার পথে — [1327, 165, 1513, 214]
ad-title: জরুরি নিয়োগ: — [302, 446, 376, 459]
story-paragraph: স্বাস্থ্য অধিদফতর জানিয়েছে, গত ২৪ ঘণ্টায় নতুন করে শনাক্ত হওয়া রোগীদের মধ্যে অধিকাংশই রাজধানীর বাসিন্দা। সংক্রমণের হার কিছুটা কমলেও মৃত্যুর সংখ্যা এখনো উদ্বেগজনক বলে মন্তব্য করেছেন বিশেষজ্ঞরা। — [990, 240, 1304, 307]
ad-title: শিক্ষা শিক্ষা প্রকল্প-এ — [47, 178, 142, 191]
